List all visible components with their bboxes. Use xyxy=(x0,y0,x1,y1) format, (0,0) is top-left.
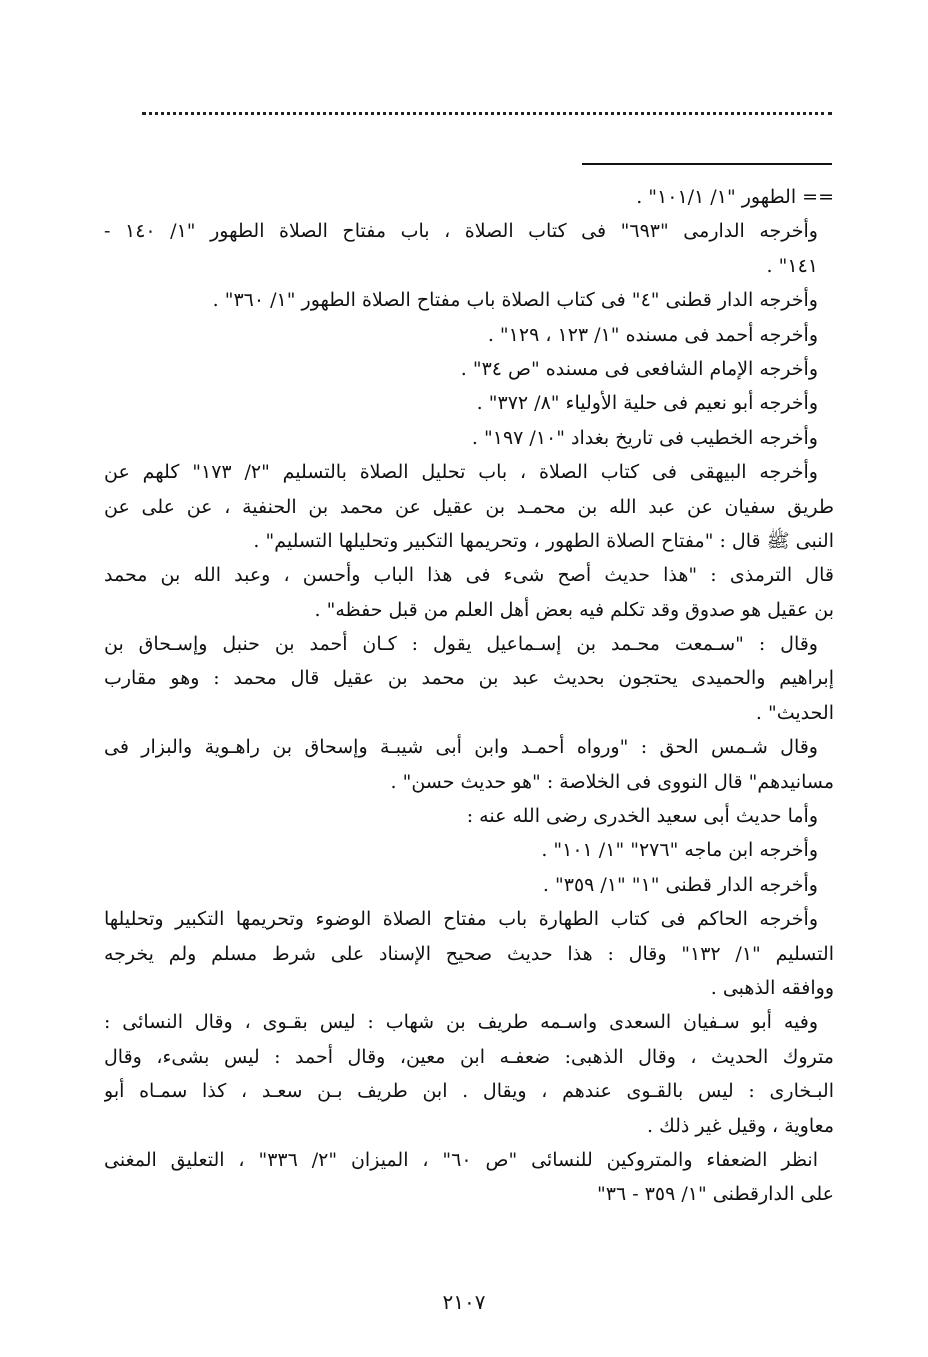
text-line: انظر الضعفاء والمتروكين للنسائى "ص ٦٠" ، الميزان "٢/ ٣٣٦" ، التعليق المغنى xyxy=(104,1148,818,1171)
text-line: النبى ﷺ قال : "مفتاح الصلاة الطهور ، وتحريمها التكبير وتحليلها التسليم" . xyxy=(253,529,834,552)
text-line: التسليم "١/ ١٣٢" وقال : هذا حديث صحيح الإسناد على شرط مسلم ولم يخرجه xyxy=(104,942,834,965)
text-line: وقال : "سـمعت محـمد بن إسـماعيل يقول : كـان أحمد بن حنبل وإسـحاق بن xyxy=(104,633,818,656)
text-line: طريق سفيان عن عبد الله بن محمـد بن عقيل عن محمد بن الحنفية ، عن على عن xyxy=(104,495,834,518)
text-line: ووافقه الذهبى . xyxy=(710,976,834,999)
text-line: وأخرجه أبو نعيم فى حلية الأولياء "٨/ ٣٧٢" . xyxy=(476,392,818,415)
text-line: وأخرجه الدار قطنى "١" "١/ ٣٥٩" . xyxy=(542,873,818,896)
page-number: ٢١٠٧ xyxy=(442,1290,486,1314)
text-line: وأخرجه ابن ماجه "٢٧٦" "١/ ١٠١" . xyxy=(541,839,818,862)
text-line: وقال شـمس الحق : "ورواه أحمـد وابن أبى شيبـة وإسحاق بن راهـوية والبزار فى xyxy=(104,736,818,759)
text-line: وأخرجه أحمد فى مسنده "١/ ١٢٣ ، ١٢٩" . xyxy=(487,323,818,346)
text-line: على الدارقطنى "١/ ٣٥٩ - ٣٦" xyxy=(597,1183,834,1206)
text-line: مسانيدهم" قال النووى فى الخلاصة : "هو حديث حسن" . xyxy=(390,770,834,793)
footnote-rule xyxy=(582,163,832,165)
text-line: بن عقيل هو صدوق وقد تكلم فيه بعض أهل العلم من قبل حفظه" . xyxy=(314,598,834,621)
text-line: وأخرجه الإمام الشافعى فى مسنده "ص ٣٤" . xyxy=(460,357,818,380)
text-line: متروك الحديث ، وقال الذهبى: ضعفـه ابن معين، وقال أحمد : ليس بشىء، وقال xyxy=(104,1045,834,1068)
text-line: وأما حديث أبى سعيد الخدرى رضى الله عنه : xyxy=(466,805,818,828)
dotted-separator xyxy=(142,112,832,115)
text-line: وأخرجه الدار قطنى "٤" فى كتاب الصلاة باب مفتاح الصلاة الطهور "١/ ٣٦٠" . xyxy=(212,289,818,312)
text-line: وأخرجه الحاكم فى كتاب الطهارة باب مفتاح الصلاة الوضوء وتحريمها التكبير وتحليلها xyxy=(104,908,818,931)
text-line: الحديث" . xyxy=(755,701,834,724)
text-line: وأخرجه الخطيب فى تاريخ بغداد "١٠/ ١٩٧" . xyxy=(471,426,818,449)
text-line: إبراهيم والحميدى يحتجون بحديث عبد بن محمد بن عقيل قال محمد : وهو مقارب xyxy=(104,667,834,690)
text-line: البـخارى : ليس بالقـوى عندهم ، ويقال . ابن طريف بـن سعـد ، كذا سمـاه أبو xyxy=(104,1080,834,1103)
text-line: ١٤١" . xyxy=(766,254,818,277)
text-line: قال الترمذى : "هذا حديث أصح شىء فى هذا الباب وأحسن ، وعبد الله بن محمد xyxy=(104,564,834,587)
text-line: معاوية ، وقيل غير ذلك . xyxy=(647,1114,834,1137)
text-line: == الطهور "١/ ١٠١/١" . xyxy=(636,186,834,208)
footnote-text xyxy=(104,180,834,1212)
text-line: وأخرجه البيهقى فى كتاب الصلاة ، باب تحليل الصلاة بالتسليم "٢/ ١٧٣" كلهم عن xyxy=(104,461,818,484)
text-line: وفيه أبو سـفيان السعدى واسـمه طريف بن شهاب : ليس بقـوى ، وقال النسائى : xyxy=(104,1011,818,1034)
text-line: وأخرجه الدارمى "٦٩٣" فى كتاب الصلاة ، باب مفتاح الصلاة الطهور "١/ ١٤٠ - xyxy=(104,220,818,243)
